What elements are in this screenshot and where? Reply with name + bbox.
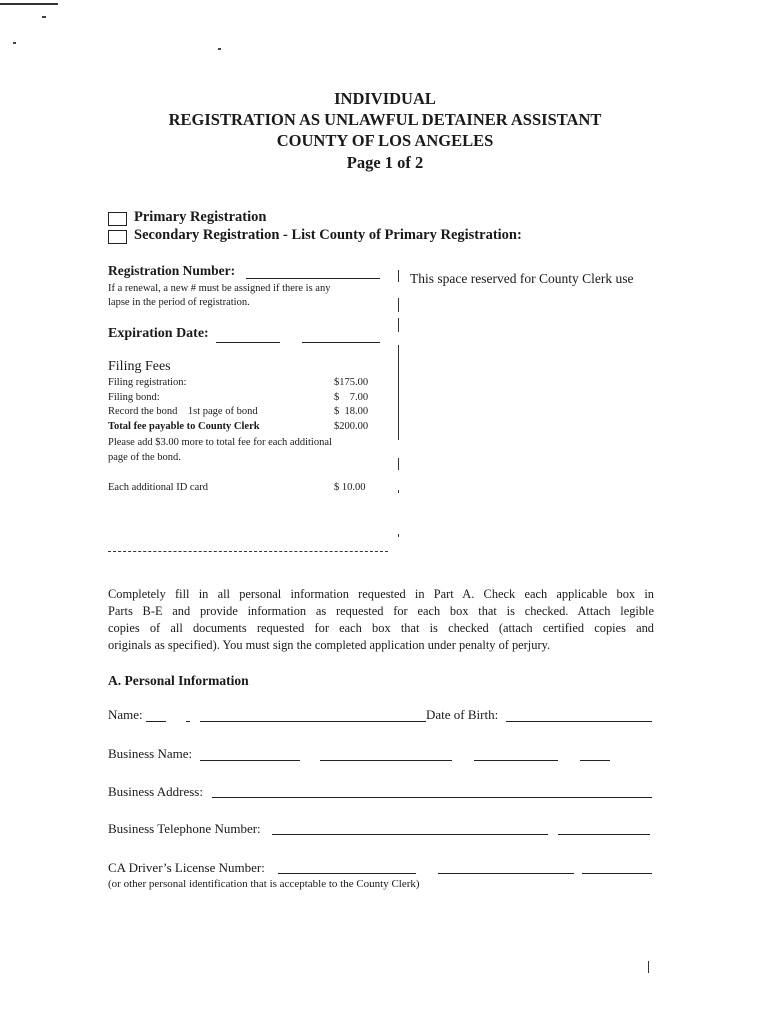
expiration-date-label: Expiration Date: [108,326,209,341]
expiration-date-field-2[interactable] [302,342,380,343]
date-of-birth-field[interactable] [506,721,652,722]
name-label: Name: [108,707,143,722]
id-card-fee-label: Each additional ID card [108,482,208,493]
business-name-label: Business Name: [108,746,193,761]
clerk-box-border-mark [398,534,399,537]
scan-artifact-mark [218,48,221,50]
drivers-license-note: (or other personal identification that is acceptable to the County Clerk) [108,878,420,890]
business-telephone-label: Business Telephone Number: [108,821,261,836]
business-name-field[interactable] [200,760,300,761]
business-address-label: Business Address: [108,784,203,799]
registration-number-note-1: If a renewal, a new # must be assigned if there is any [108,283,331,294]
clerk-box-border-mark [398,318,399,332]
name-field-part-1[interactable] [146,721,166,722]
scan-artifact-line [0,3,58,5]
instructions-line-3: copies of all documents requested for each box that is checked (attach certified copies and [108,621,654,635]
fee-row-label: Filing registration: [108,377,187,388]
business-name-field-3[interactable] [474,760,558,761]
instructions-line-2: Parts B-E and provide information as requested for each box that is checked. Attach legible [108,604,654,618]
name-field[interactable] [200,721,426,722]
scan-artifact-mark [42,16,46,18]
name-field-part-2[interactable] [186,721,190,722]
primary-registration-label: Primary Registration [134,209,267,225]
page-indicator: Page 1 of 2 [346,153,424,172]
fee-row-amount: $ 18.00 [334,406,369,417]
date-of-birth-label: Date of Birth: [426,707,499,722]
form-title-line2: REGISTRATION AS UNLAWFUL DETAINER ASSISTANT [168,110,602,129]
form-title-line1: INDIVIDUAL [334,89,436,108]
form-title-line3: COUNTY OF LOS ANGELES [276,131,494,150]
clerk-box-border-mark [398,270,399,282]
fee-row-amount: $ 7.00 [334,392,369,403]
business-name-field-2[interactable] [320,760,452,761]
section-a-heading: A. Personal Information [108,673,249,688]
drivers-license-field-3[interactable] [582,873,652,874]
business-name-field-4[interactable] [580,760,610,761]
secondary-registration-checkbox[interactable] [108,230,127,244]
business-address-field[interactable] [212,797,652,798]
secondary-registration-label: Secondary Registration - List County of Primary Registration: [134,227,522,243]
drivers-license-field[interactable] [278,873,416,874]
fee-row-amount: $175.00 [334,377,369,388]
fee-box-divider [108,551,388,552]
business-telephone-field[interactable] [272,834,548,835]
scan-artifact-mark [648,961,649,973]
fee-row-label: Filing bond: [108,392,160,403]
fee-note-2: page of the bond. [108,452,181,463]
fee-row-label: Record the bond 1st page of bond [108,406,258,417]
id-card-fee-amount: $ 10.00 [334,482,366,493]
drivers-license-label: CA Driver’s License Number: [108,860,265,875]
primary-registration-checkbox[interactable] [108,212,127,226]
fee-note-1: Please add $3.00 more to total fee for each additional [108,437,332,448]
registration-number-field[interactable] [246,278,380,279]
instructions-line-1: Completely fill in all personal information requested in Part A. Check each applicable box in [108,587,654,601]
instructions-line-4: originals as specified). You must sign the completed application under penalty of perjury. [108,638,551,652]
fee-row-total-label: Total fee payable to County Clerk [108,421,260,432]
clerk-reserved-text: This space reserved for County Clerk use [410,271,634,286]
clerk-box-border-mark [398,345,399,440]
clerk-box-border-mark [398,490,399,493]
scan-artifact-mark [13,42,16,44]
clerk-box-border-mark [398,298,399,312]
filing-fees-title: Filing Fees [108,359,171,374]
registration-number-note-2: lapse in the period of registration. [108,297,250,308]
clerk-box-border-mark [398,458,399,470]
expiration-date-field[interactable] [216,342,280,343]
business-telephone-field-2[interactable] [558,834,650,835]
registration-number-label: Registration Number: [108,263,236,278]
drivers-license-field-2[interactable] [438,873,574,874]
fee-row-total-amount: $200.00 [334,421,369,432]
